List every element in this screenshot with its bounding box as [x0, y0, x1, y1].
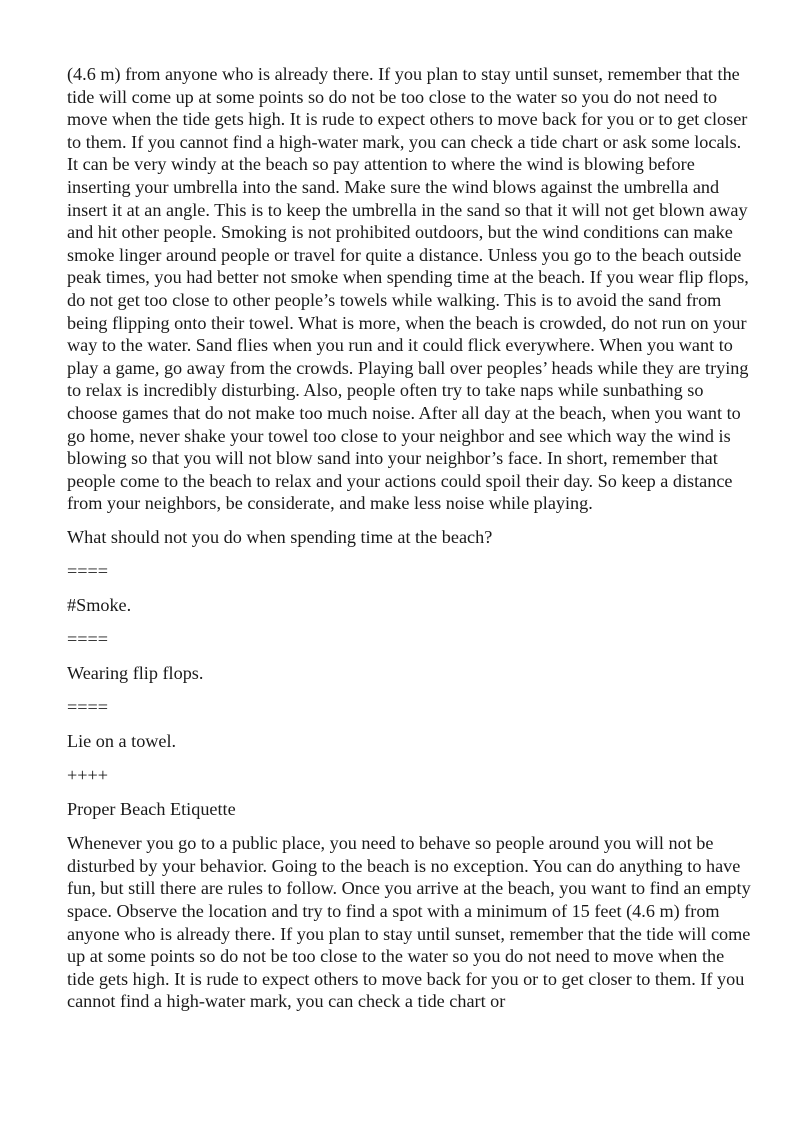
document-page	[67, 63, 752, 1024]
passage-paragraph: Whenever you go to a public place, you need to behave so people around you will not be disturbed by your behavior. Going to the beach is no exception. You can do anything to have fun, but still there are rules to follow. Once you arrive at the beach, you want to find an empty space. Observe the location and try to find a spot with a minimum of 15 feet (4.6 m) from anyone who is already there. If you plan to stay until sunset, remember that the tide will come up at some points so do not be too close to the water so you do not need to move when the tide gets high. It is rude to expect others to move back for you or to get closer to them. If you cannot find a high-water mark, you can check a tide chart or	[67, 833, 751, 1012]
separator-line: ====	[67, 561, 109, 582]
passage-continued-paragraph: (4.6 m) from anyone who is already there. If you plan to stay until sunset, remember that the tide will come up at some points so do not be too close to the water so you do not need to move when the tide gets high. It is rude to expect others to move back for you or to get closer to them. If you cannot find a high-water mark, you can check a tide chart or ask some locals. It can be very windy at the beach so pay attention to where the wind is blowing before inserting your umbrella into the sand. Make sure the wind blows against the umbrella and insert it at an angle. This is to keep the umbrella in the sand so that it will not get blown away and hit other people. Smoking is not prohibited outdoors, but the wind conditions can make smoke linger around people or travel for quite a distance. Unless you go to the beach outside peak times, you had better not smoke when spending time at the beach. If you wear flip flops, do not get too close to other people’s towels while walking. This is to avoid the sand from being flipping onto their towel. What is more, when the beach is crowded, do not run on your way to the water. Sand flies when you run and it could flick everywhere. When you want to play a game, go away from the crowds. Playing ball over peoples’ heads while they are trying to relax is incredibly disturbing. Also, people often try to take naps while sunbathing so choose games that do not make too much noise. After all day at the beach, when you want to go home, never shake your towel too close to your neighbor and see which way the wind is blowing so that you will not blow sand into your neighbor’s face. In short, remember that people come to the beach to relax and your actions could spoil their day. So keep a distance from your neighbors, be considerate, and make less noise while playing.	[67, 64, 749, 514]
answer-option: Wearing flip flops.	[67, 663, 204, 684]
passage-title: Proper Beach Etiquette	[67, 799, 236, 820]
question-text: What should not you do when spending time at the beach?	[67, 527, 493, 548]
separator-line: ====	[67, 697, 109, 718]
answer-option: Lie on a towel.	[67, 731, 177, 752]
answer-option-correct: #Smoke.	[67, 595, 132, 616]
separator-line: ====	[67, 629, 109, 650]
section-separator: ++++	[67, 765, 109, 786]
